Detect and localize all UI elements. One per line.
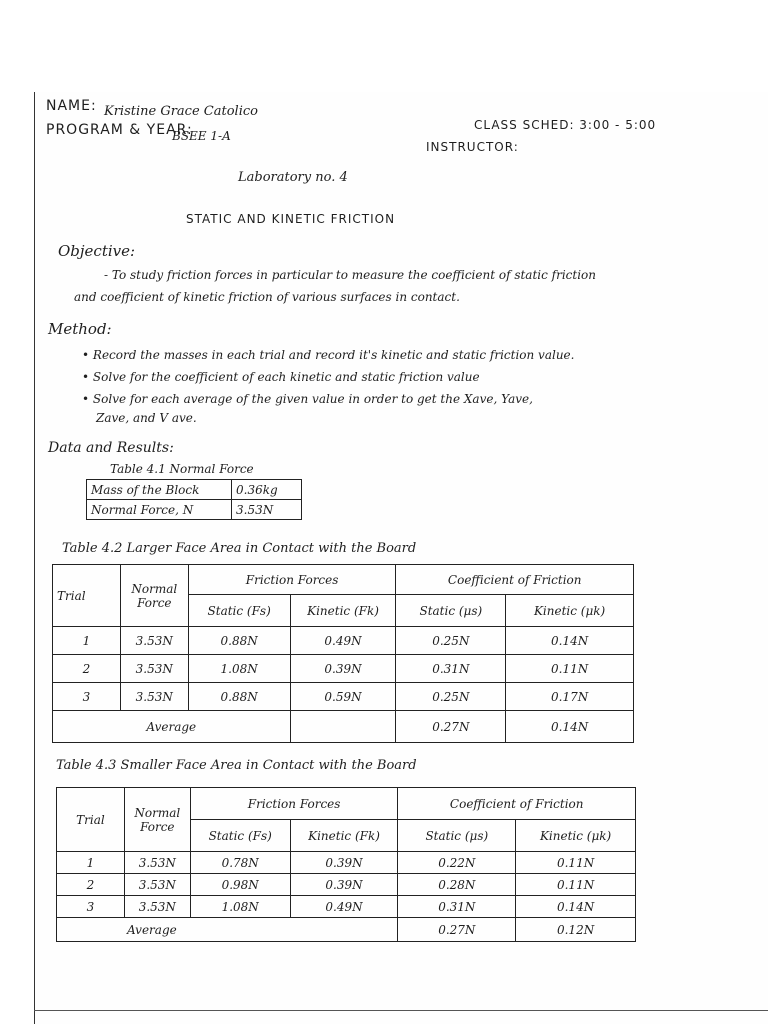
table-cell: Normal Force, N <box>87 500 232 520</box>
table-cell: 0.28N <box>398 874 516 896</box>
table-cell: 0.49N <box>290 627 396 655</box>
table-row <box>87 480 302 500</box>
table-row <box>57 874 636 896</box>
table-cell: 0.25N <box>396 683 506 711</box>
table-average-row <box>57 918 636 942</box>
method-item-2: • Solve for the coefficient of each kinetic and static friction value <box>82 370 480 384</box>
data-results-heading: Data and Results: <box>48 440 174 456</box>
table-row <box>53 627 634 655</box>
average-kinetic: 0.12N <box>516 918 636 942</box>
method-item-3: • Solve for each average of the given value in order to get the Xave, Yave, <box>82 392 533 406</box>
header-kinetic-force: Kinetic (Fk) <box>290 820 398 852</box>
page-bottom-edge <box>34 1010 768 1011</box>
table-cell: 0.14N <box>506 627 634 655</box>
method-item-3-text: Solve for each average of the given value in order to get the Xave, Yave, <box>92 392 533 406</box>
table-cell: 0.11N <box>516 852 636 874</box>
table-cell: 0.88N <box>188 627 290 655</box>
table-cell: 0.14N <box>516 896 636 918</box>
table-cell: 0.88N <box>188 683 290 711</box>
table-cell: 2 <box>57 874 125 896</box>
program-label: PROGRAM & YEAR: <box>46 122 193 138</box>
table-row <box>57 896 636 918</box>
table-cell: 1 <box>53 627 121 655</box>
normal-force-table <box>86 479 302 520</box>
table-cell: 0.11N <box>506 655 634 683</box>
instructor-label: INSTRUCTOR: <box>426 140 519 154</box>
class-schedule: CLASS SCHED: 3:00 - 5:00 <box>474 118 657 132</box>
table-average-row <box>53 711 634 743</box>
smaller-face-table <box>56 787 636 942</box>
table-row <box>57 852 636 874</box>
table-cell: 0.59N <box>290 683 396 711</box>
table-cell: 0.22N <box>398 852 516 874</box>
table-cell: 3 <box>53 683 121 711</box>
table-cell: 0.98N <box>190 874 290 896</box>
average-static: 0.27N <box>398 918 516 942</box>
table-cell: 0.36kg <box>232 480 302 500</box>
header-static-force: Static (Fs) <box>188 595 290 627</box>
table-cell: 0.31N <box>396 655 506 683</box>
table-row <box>53 683 634 711</box>
table-cell: 0.39N <box>290 852 398 874</box>
table-cell: 3 <box>57 896 125 918</box>
method-item-3-cont: Zave, and V ave. <box>96 411 197 425</box>
table-cell: 0.49N <box>290 896 398 918</box>
header-static-force: Static (Fs) <box>190 820 290 852</box>
table-row <box>87 500 302 520</box>
header-kinetic-coeff: Kinetic (μk) <box>516 820 636 852</box>
method-item-2-text: Solve for the coefficient of each kinetic and static friction value <box>92 370 480 384</box>
header-friction-forces: Friction Forces <box>190 788 398 820</box>
header-friction-forces: Friction Forces <box>188 565 396 595</box>
table1-caption: Table 4.1 Normal Force <box>110 462 254 476</box>
objective-line-2: and coefficient of kinetic friction of various surfaces in contact. <box>74 290 460 304</box>
table-cell: 0.78N <box>190 852 290 874</box>
table-cell: 0.11N <box>516 874 636 896</box>
header-kinetic-force: Kinetic (Fk) <box>290 595 396 627</box>
table-cell: 3.53N <box>232 500 302 520</box>
table-cell: 0.31N <box>398 896 516 918</box>
method-item-1: • Record the masses in each trial and record it's kinetic and static friction value. <box>82 348 575 362</box>
table-cell: 0.39N <box>290 655 396 683</box>
name-value: Kristine Grace Catolico <box>104 104 258 119</box>
header-coefficient: Coefficient of Friction <box>396 565 634 595</box>
table2-caption: Table 4.2 Larger Face Area in Contact with the Board <box>62 541 417 556</box>
table-cell-empty <box>290 711 396 743</box>
table-header-row <box>53 565 634 595</box>
larger-face-table <box>52 564 634 743</box>
header-normal-force: Normal Force <box>120 565 188 627</box>
method-heading: Method: <box>48 320 112 338</box>
table-cell: 1 <box>57 852 125 874</box>
header-static-coeff: Static (μs) <box>396 595 506 627</box>
average-kinetic: 0.14N <box>506 711 634 743</box>
table-cell: 3.53N <box>120 627 188 655</box>
page-title: STATIC AND KINETIC FRICTION <box>186 212 396 226</box>
table-cell: Mass of the Block <box>87 480 232 500</box>
objective-line-1: - To study friction forces in particular to measure the coefficient of static friction <box>104 268 597 282</box>
table-cell: 3.53N <box>120 683 188 711</box>
table-cell: 3.53N <box>124 874 190 896</box>
objective-heading: Objective: <box>58 242 136 260</box>
table-row <box>53 655 634 683</box>
average-label: Average <box>57 918 398 942</box>
table-cell: 3.53N <box>120 655 188 683</box>
table-cell: 0.17N <box>506 683 634 711</box>
table-cell: 2 <box>53 655 121 683</box>
lab-number: Laboratory no. 4 <box>238 170 348 185</box>
table3-caption: Table 4.3 Smaller Face Area in Contact with the Board <box>56 758 417 773</box>
table-cell: 0.25N <box>396 627 506 655</box>
table-cell: 3.53N <box>124 852 190 874</box>
header-static-coeff: Static (μs) <box>398 820 516 852</box>
program-value: BSEE 1-A <box>172 129 231 143</box>
table-cell: 1.08N <box>188 655 290 683</box>
table-cell: 3.53N <box>124 896 190 918</box>
header-coefficient: Coefficient of Friction <box>398 788 636 820</box>
header-trial: Trial <box>53 565 121 627</box>
table-cell: 1.08N <box>190 896 290 918</box>
average-static: 0.27N <box>396 711 506 743</box>
table-cell: 0.39N <box>290 874 398 896</box>
header-trial: Trial <box>57 788 125 852</box>
header-kinetic-coeff: Kinetic (μk) <box>506 595 634 627</box>
average-label: Average <box>53 711 291 743</box>
name-label: NAME: <box>46 98 97 114</box>
method-item-1-text: Record the masses in each trial and record it's kinetic and static friction value. <box>92 348 575 362</box>
table-header-row <box>57 788 636 820</box>
header-normal-force: Normal Force <box>124 788 190 852</box>
